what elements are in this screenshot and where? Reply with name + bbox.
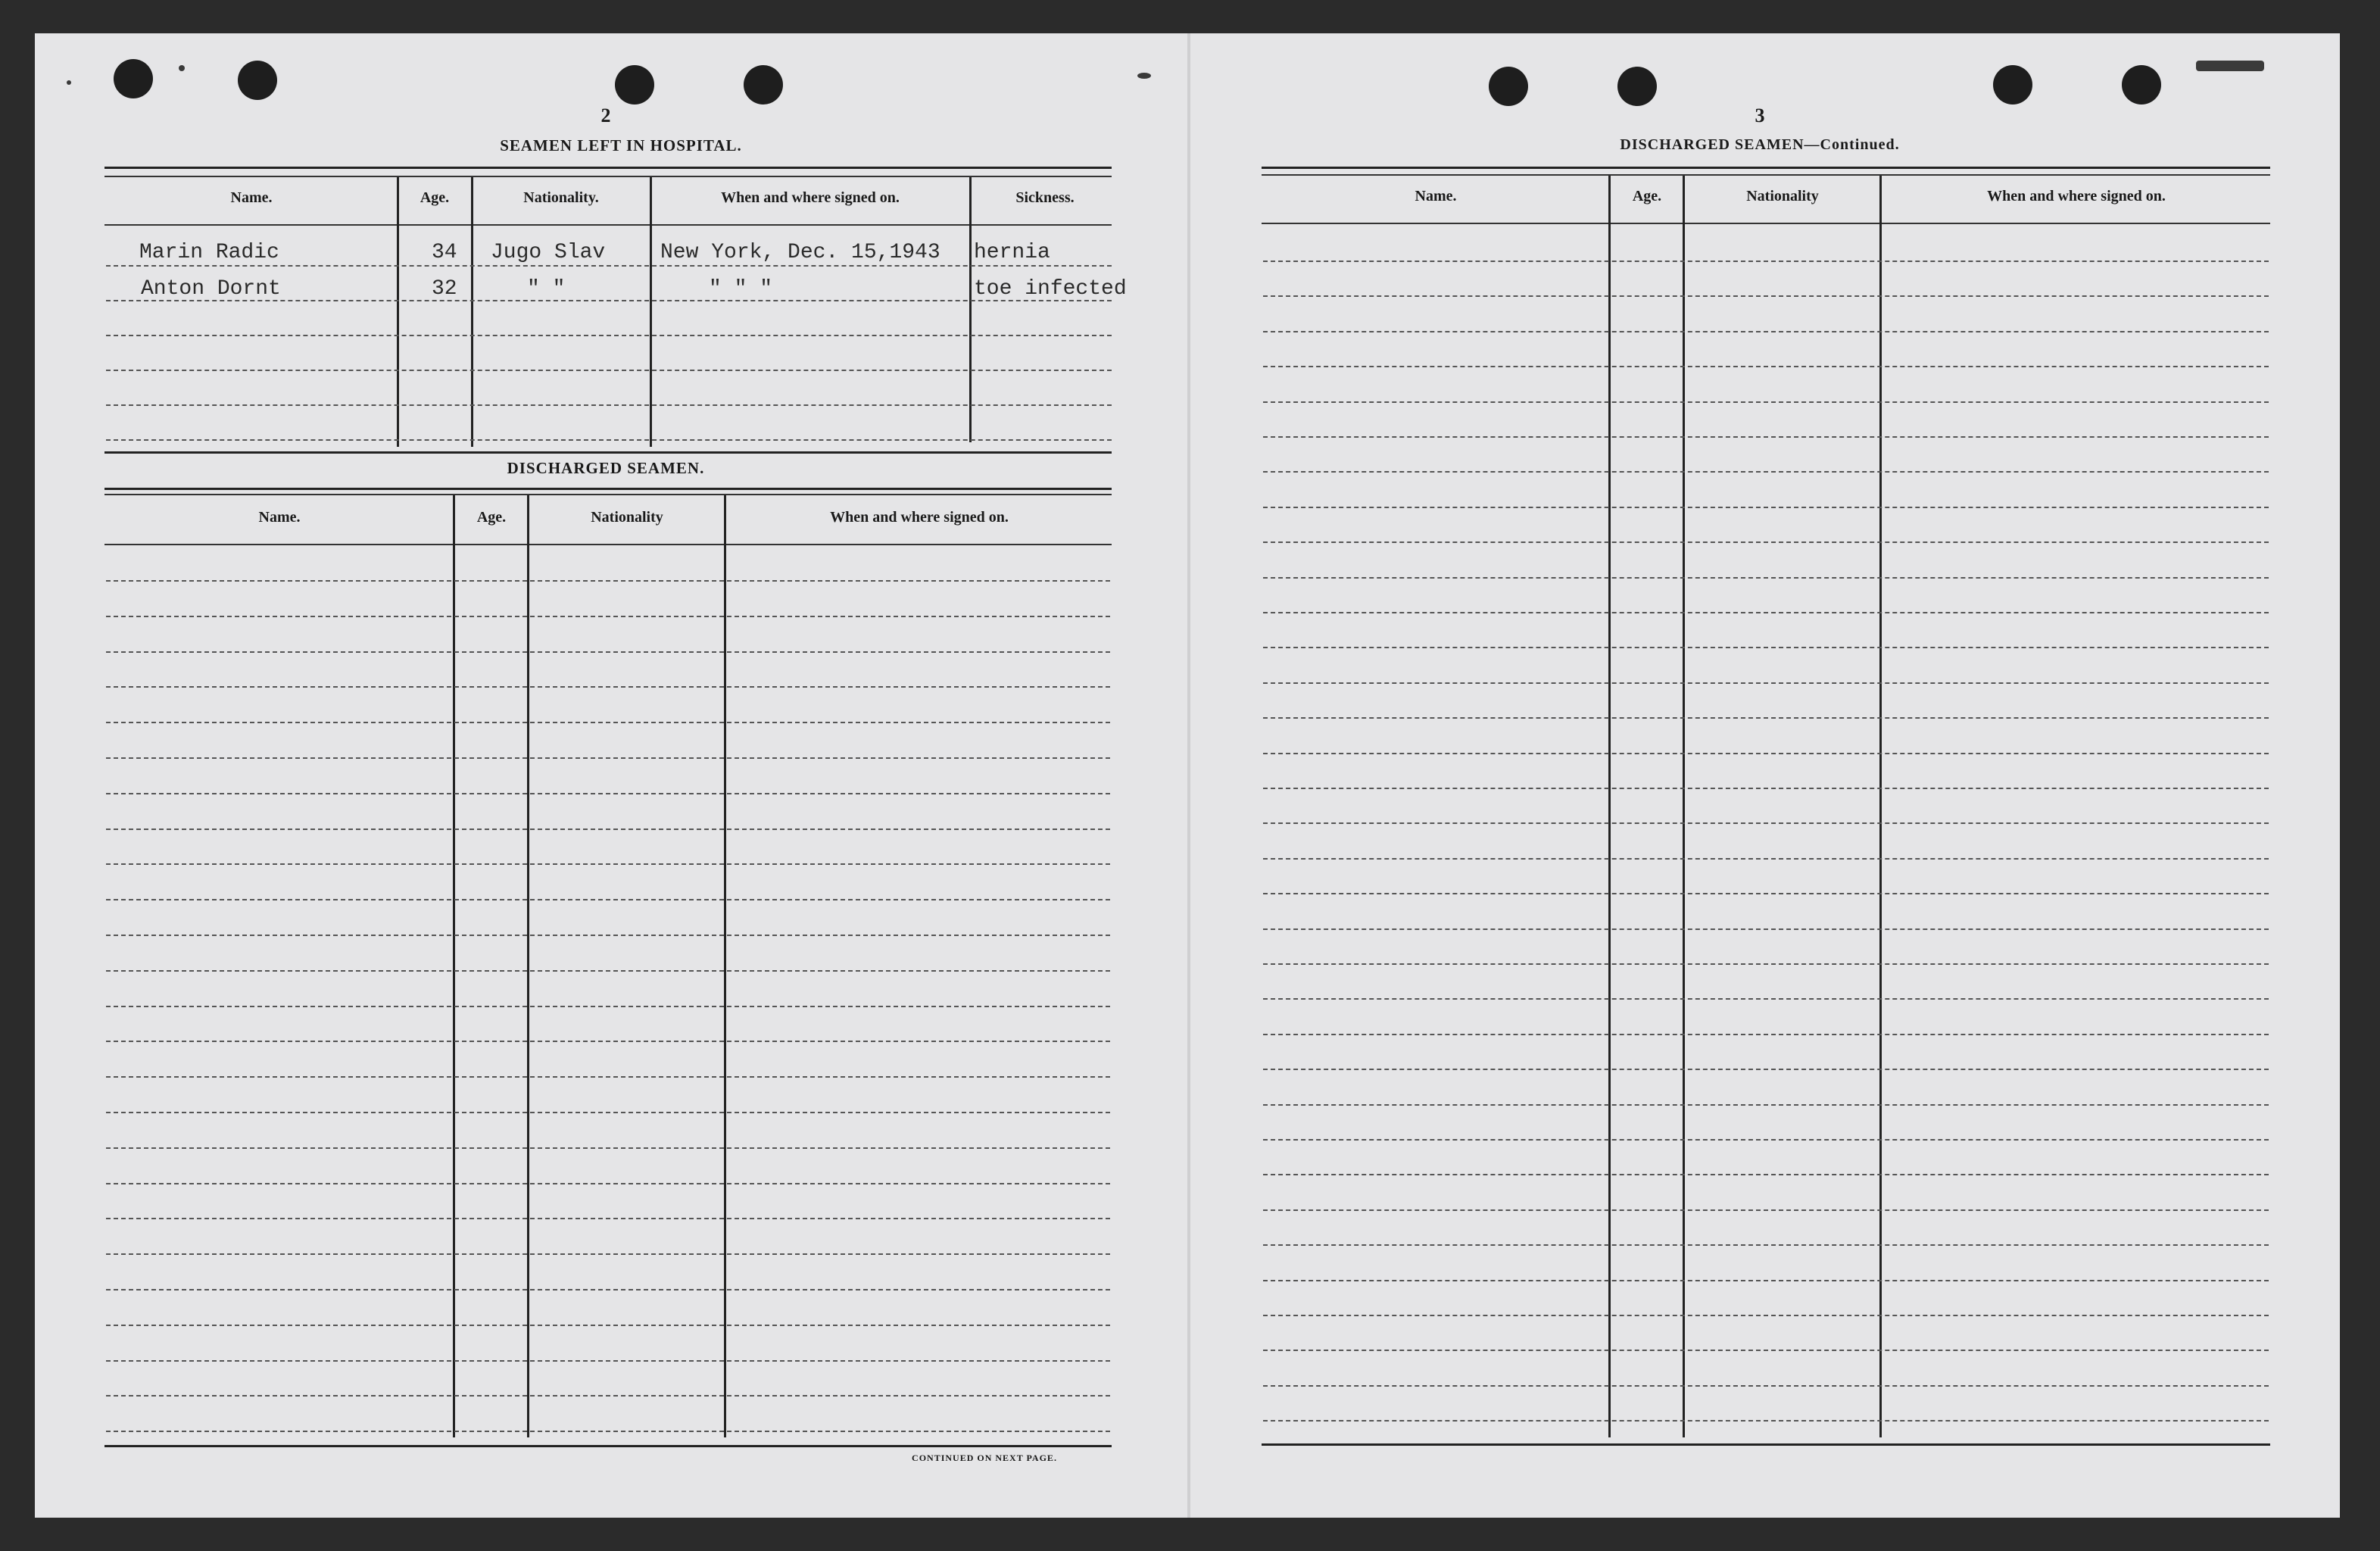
hospital-row-1-age: 34 <box>432 241 457 264</box>
ink-speck <box>1137 73 1151 79</box>
row-line <box>1263 1315 2269 1316</box>
right-top-rule-2 <box>1262 174 2270 176</box>
row-line <box>1263 541 2269 543</box>
discharged-col-name: Name. <box>258 509 301 526</box>
discharged-top-rule <box>104 451 1112 454</box>
row-line <box>106 935 1110 936</box>
row-line <box>1263 717 2269 719</box>
row-line <box>1263 1174 2269 1175</box>
punch-hole <box>2122 65 2161 105</box>
right-col-nationality: Nationality <box>1746 188 1819 204</box>
row-line <box>106 863 1110 865</box>
row-line <box>106 899 1110 900</box>
right-col-name: Name. <box>1415 188 1457 204</box>
ink-speck <box>2196 61 2264 71</box>
right-divider <box>1683 176 1685 1437</box>
punch-hole <box>615 65 654 105</box>
row-line <box>106 1112 1110 1113</box>
right-page <box>1190 33 2340 1518</box>
hospital-top-rule <box>104 167 1112 169</box>
row-line <box>106 335 1112 336</box>
row-line <box>1263 893 2269 894</box>
row-line <box>1263 682 2269 684</box>
row-line <box>106 651 1110 653</box>
row-line <box>1263 858 2269 860</box>
row-line <box>106 1360 1110 1362</box>
hospital-divider <box>471 177 473 447</box>
discharged-header-rule <box>104 488 1112 490</box>
discharged-section-title: DISCHARGED SEAMEN. <box>507 459 705 477</box>
row-line <box>1263 612 2269 613</box>
right-divider <box>1608 176 1611 1437</box>
punch-hole <box>1617 67 1657 106</box>
row-line <box>106 580 1110 582</box>
row-line <box>106 1325 1110 1326</box>
discharged-col-nationality: Nationality <box>591 509 663 526</box>
row-line <box>106 370 1112 371</box>
row-line <box>106 970 1110 972</box>
row-line <box>1263 1034 2269 1035</box>
row-line <box>1263 471 2269 473</box>
discharged-divider <box>453 495 455 1437</box>
right-col-signed-on: When and where signed on. <box>1987 188 2166 204</box>
punch-hole <box>238 61 277 100</box>
discharged-col-age: Age. <box>476 509 507 526</box>
row-line <box>106 439 1112 441</box>
row-line <box>106 1041 1110 1042</box>
hospital-row-2-sickness: toe infected <box>974 277 1127 301</box>
hospital-col-name: Name. <box>230 189 273 206</box>
row-line <box>106 829 1110 830</box>
row-line <box>106 1218 1110 1219</box>
left-bottom-rule <box>104 1445 1112 1447</box>
row-line <box>1263 1104 2269 1106</box>
hospital-row-2-name: Anton Dornt <box>141 277 281 301</box>
discharged-header-rule-2 <box>104 494 1112 495</box>
discharged-col-rule <box>104 544 1112 545</box>
row-line <box>106 1076 1110 1078</box>
punch-hole <box>1993 65 2032 105</box>
hospital-top-rule-2 <box>104 176 1112 177</box>
page-number: 3 <box>1755 105 1765 126</box>
hospital-divider <box>397 177 399 447</box>
hospital-row-1-nationality: Jugo Slav <box>491 241 606 264</box>
right-header-rule <box>1262 223 2270 224</box>
row-line <box>1263 822 2269 824</box>
continued-note: CONTINUED ON NEXT PAGE. <box>912 1453 1057 1463</box>
row-line <box>106 1006 1110 1007</box>
discharged-continued-title: DISCHARGED SEAMEN—Continued. <box>1620 136 1900 153</box>
right-col-age: Age. <box>1632 188 1662 204</box>
row-line <box>1263 295 2269 297</box>
row-line <box>1263 753 2269 754</box>
page-number: 2 <box>600 105 611 126</box>
row-line <box>1263 1209 2269 1211</box>
row-line <box>1263 1280 2269 1281</box>
row-line <box>1263 1420 2269 1421</box>
hospital-col-age: Age. <box>420 189 450 206</box>
hospital-divider <box>650 177 652 447</box>
row-line <box>1263 1350 2269 1351</box>
row-line <box>106 1289 1110 1290</box>
row-line <box>106 757 1110 759</box>
discharged-col-signed-on: When and where signed on. <box>830 509 1009 526</box>
discharged-divider <box>724 495 726 1437</box>
row-line <box>1263 577 2269 579</box>
row-line <box>106 616 1110 617</box>
row-line <box>106 1431 1110 1432</box>
ink-speck <box>179 65 185 71</box>
row-line <box>1263 928 2269 930</box>
hospital-row-1-sickness: hernia <box>974 241 1050 264</box>
hospital-row-2-signed-on: " " " <box>709 277 773 301</box>
row-line <box>106 1395 1110 1397</box>
hospital-header-rule <box>104 224 1112 226</box>
hospital-row-1-name: Marin Radic <box>139 241 279 264</box>
row-line <box>1263 647 2269 648</box>
right-divider <box>1879 176 1882 1437</box>
row-line <box>1263 1069 2269 1070</box>
right-bottom-rule <box>1262 1443 2270 1446</box>
row-line <box>1263 331 2269 332</box>
row-line <box>106 1147 1110 1149</box>
punch-hole <box>114 59 153 98</box>
row-line <box>1263 998 2269 1000</box>
row-line <box>106 1183 1110 1184</box>
hospital-row-1-signed-on: New York, Dec. 15,1943 <box>660 241 940 264</box>
right-top-rule <box>1262 167 2270 169</box>
row-line <box>106 793 1110 794</box>
row-line <box>106 1253 1110 1255</box>
row-line <box>1263 1244 2269 1246</box>
row-line <box>106 265 1112 267</box>
row-line <box>1263 507 2269 508</box>
hospital-col-nationality: Nationality. <box>523 189 599 206</box>
row-line <box>1263 261 2269 262</box>
hospital-col-sickness: Sickness. <box>1015 189 1075 206</box>
row-line <box>1263 401 2269 403</box>
discharged-divider <box>527 495 529 1437</box>
row-line <box>106 722 1110 723</box>
hospital-section-title: SEAMEN LEFT IN HOSPITAL. <box>500 136 742 154</box>
ink-speck <box>67 80 71 85</box>
row-line <box>1263 788 2269 789</box>
hospital-divider <box>969 177 972 442</box>
punch-hole <box>744 65 783 105</box>
row-line <box>106 686 1110 688</box>
row-line <box>106 404 1112 406</box>
row-line <box>1263 1139 2269 1141</box>
hospital-row-2-nationality: " " <box>527 277 566 301</box>
row-line <box>1263 963 2269 965</box>
punch-hole <box>1489 67 1528 106</box>
hospital-row-2-age: 32 <box>432 277 457 301</box>
row-line <box>1263 366 2269 367</box>
row-line <box>1263 436 2269 438</box>
hospital-col-signed-on: When and where signed on. <box>721 189 900 206</box>
row-line <box>1263 1385 2269 1387</box>
